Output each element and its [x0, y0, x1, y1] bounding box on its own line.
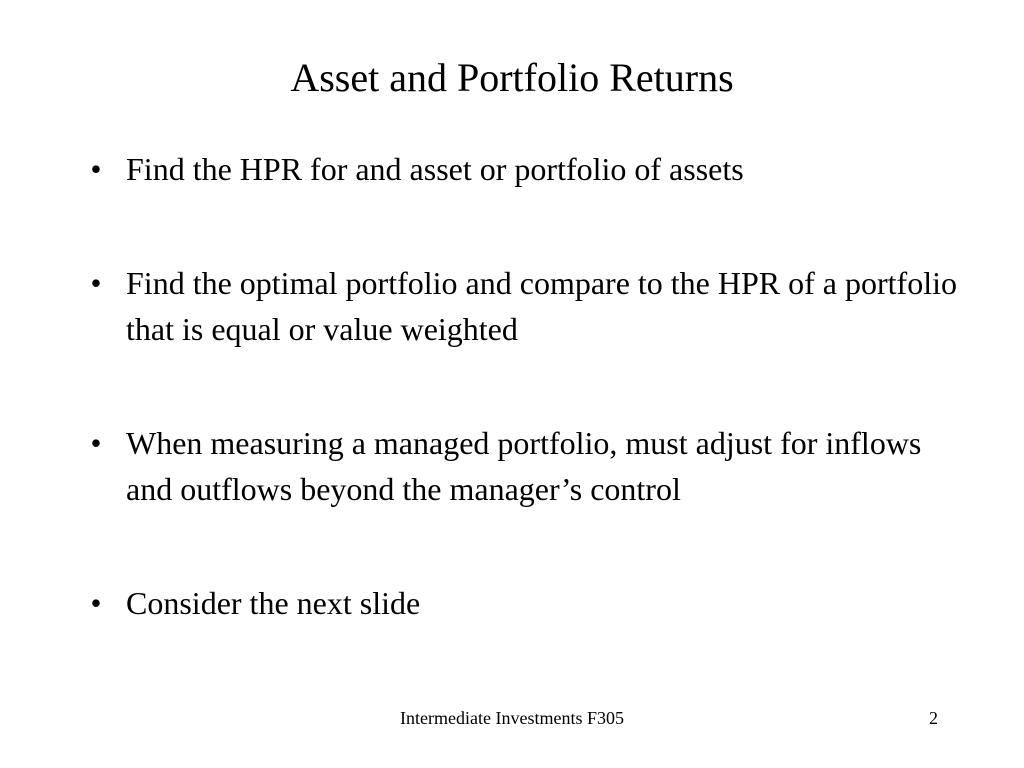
bullet-dot-icon: •: [90, 151, 102, 187]
bullet-dot-icon: •: [90, 585, 102, 621]
bullet-item-4: [86, 580, 966, 626]
bullet-dot-icon: •: [90, 265, 102, 301]
bullet-text-3: When measuring a managed portfolio, must adjust for inflows and outflows beyond the manager’s control: [126, 425, 922, 507]
slide-footer: Intermediate Investments F305: [400, 708, 624, 728]
bullet-item-3: [86, 420, 966, 512]
bullet-list: [86, 146, 966, 626]
bullet-text-2: Find the optimal portfolio and compare to the HPR of a portfolio that is equal or value weighted: [126, 265, 957, 347]
bullet-item-1: [86, 146, 966, 192]
bullet-text-4: Consider the next slide: [126, 585, 421, 621]
slide-title: Asset and Portfolio Returns: [290, 55, 734, 100]
bullet-text-1: Find the HPR for and asset or portfolio of assets: [126, 151, 744, 187]
page-number: 2: [929, 708, 938, 728]
bullet-item-2: [86, 260, 966, 352]
bullet-dot-icon: •: [90, 425, 102, 461]
